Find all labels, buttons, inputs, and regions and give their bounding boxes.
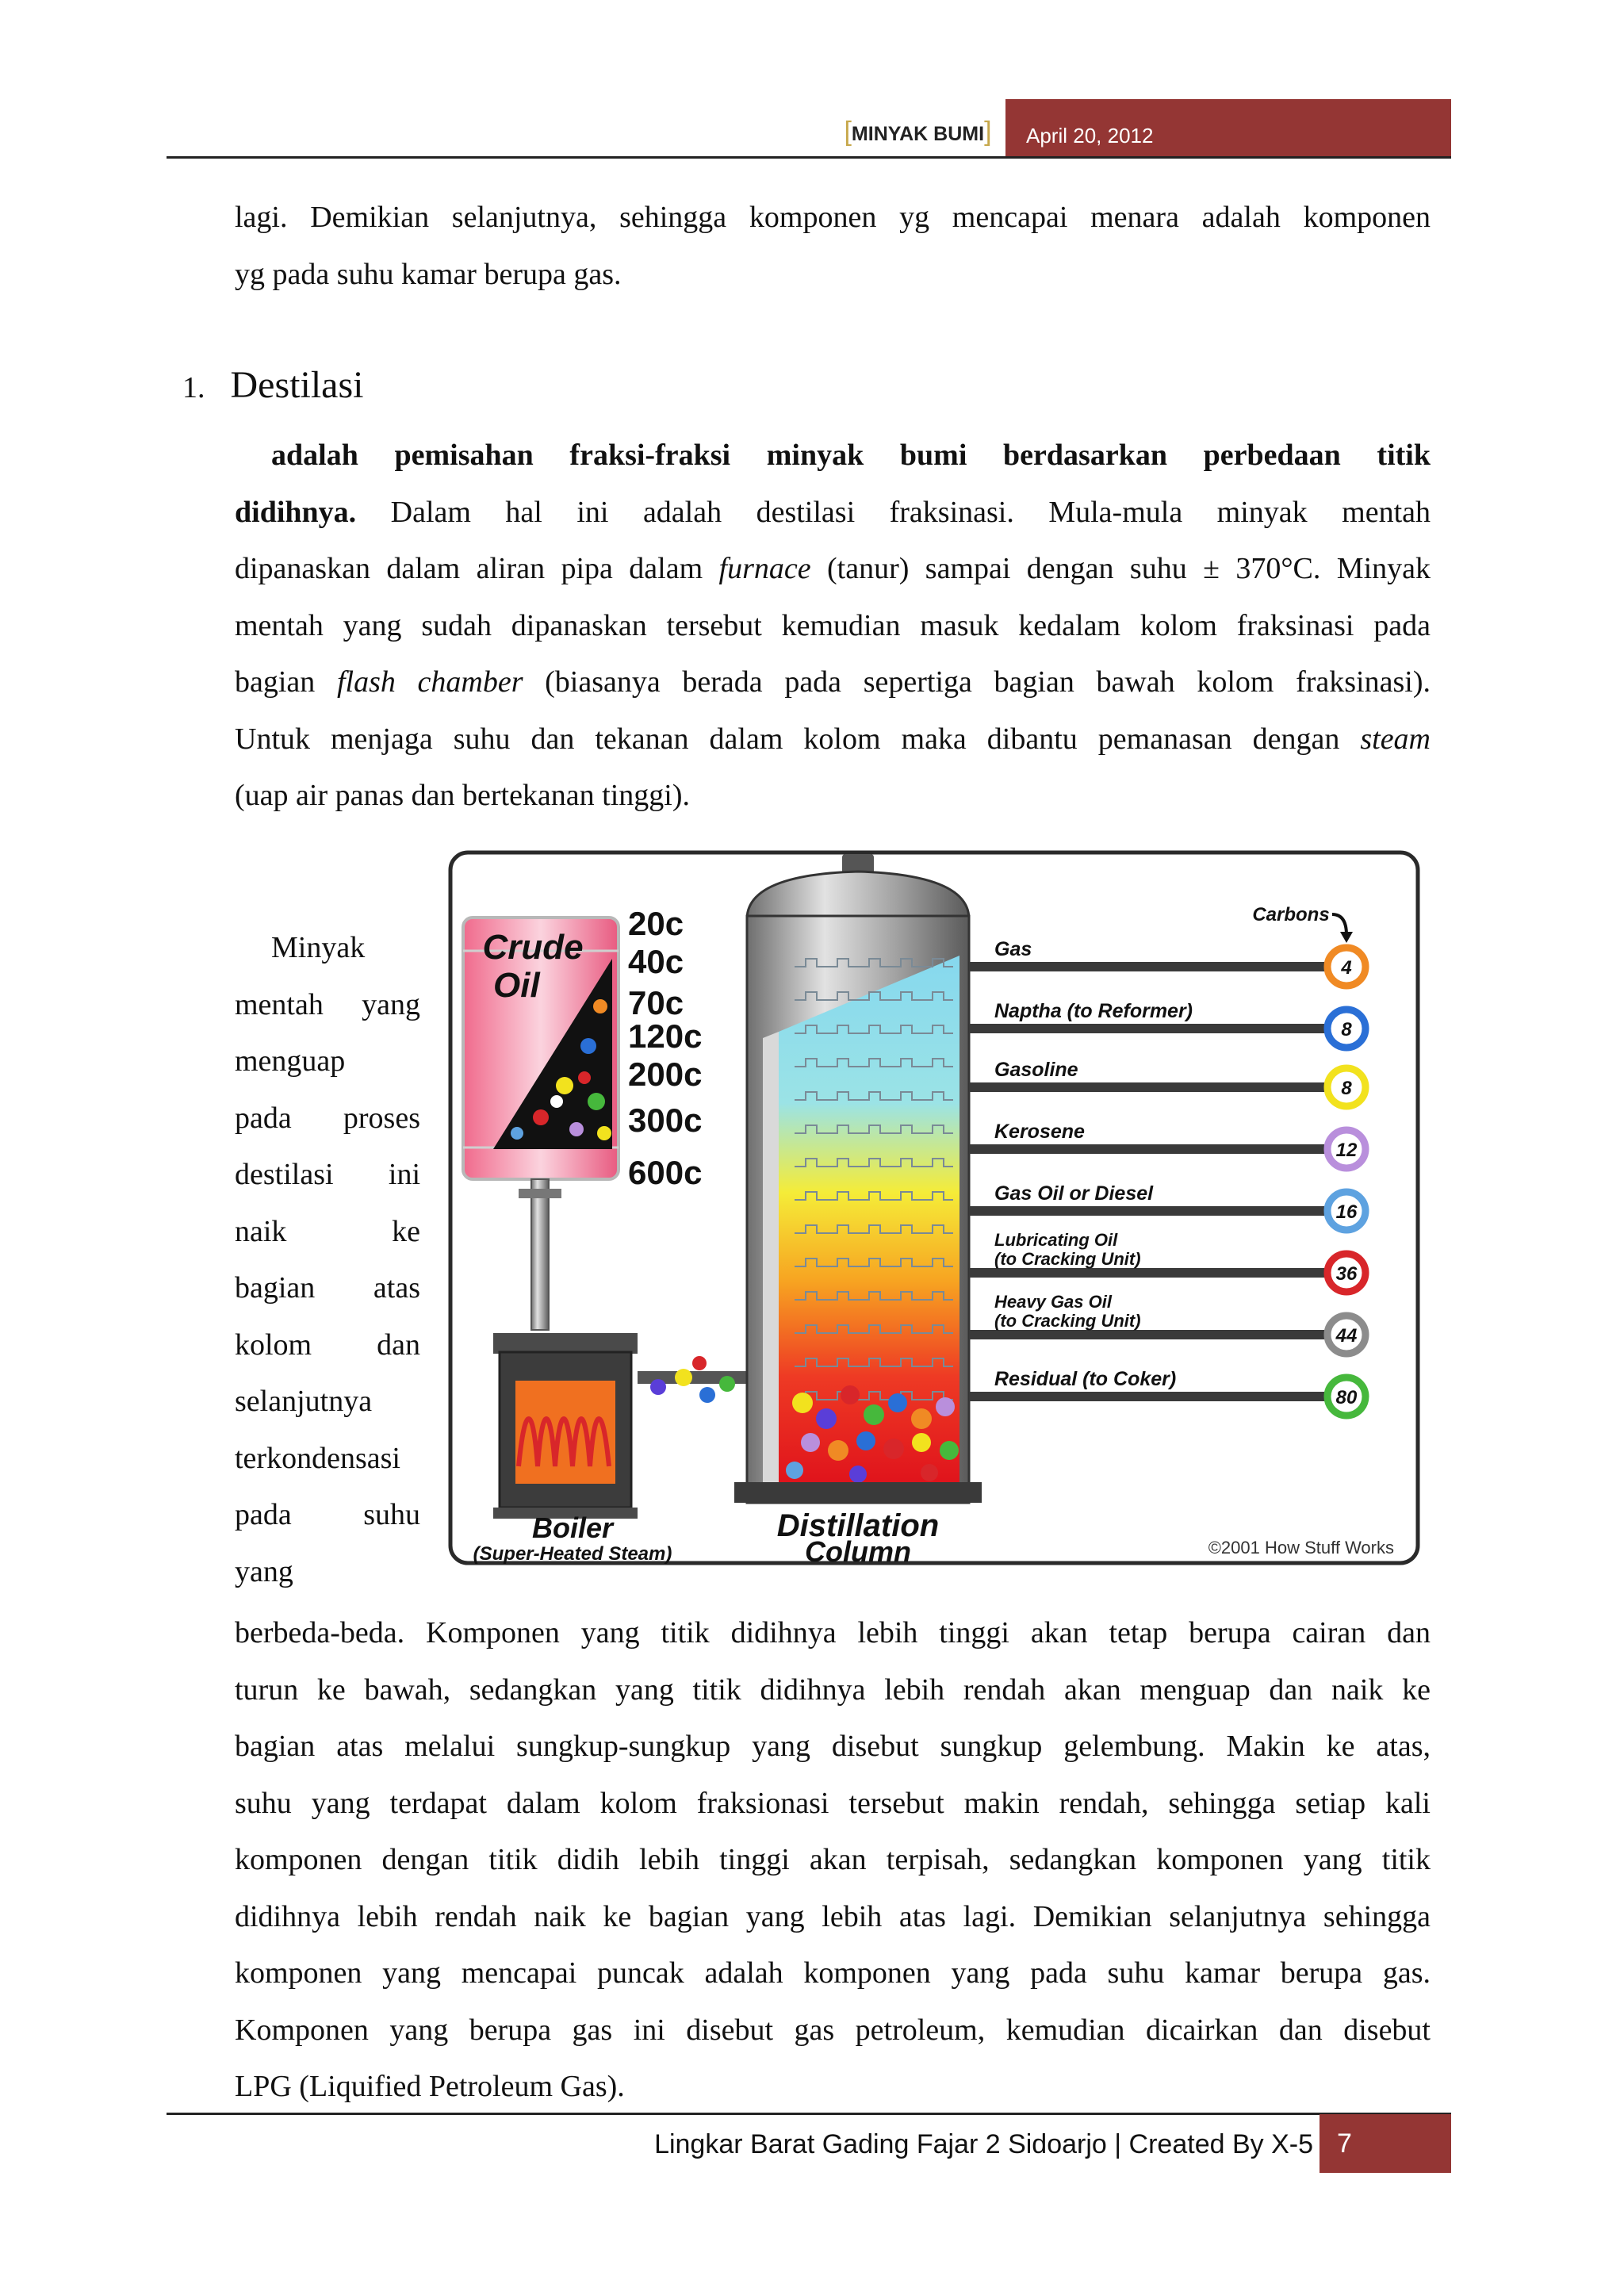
- fraction-label: Residual (to Coker): [994, 1368, 1177, 1390]
- footer-rule: [167, 2113, 1451, 2115]
- carbons-label: Carbons: [1252, 904, 1330, 925]
- side-text-line: naik ke: [235, 1214, 420, 1248]
- para-line: LPG (Liquified Petroleum Gas).: [235, 2070, 625, 2103]
- intro-line: yg pada suhu kamar berupa gas.: [235, 257, 622, 291]
- side-text-column: [235, 920, 420, 1600]
- para-bold: didihnya.: [235, 495, 357, 529]
- fraction-label: Naptha (to Reformer): [994, 1000, 1193, 1022]
- para-text: Dalam hal ini adalah destilasi fraksinasi. Mula-mula minyak mentah: [356, 495, 1431, 529]
- fraction-pipe: [969, 1024, 1326, 1033]
- para-line: didihnya lebih rendah naik ke bagian yang lebih atas lagi. Demikian selanjutnya sehingga: [235, 1899, 1431, 1933]
- fraction-label: Lubricating Oil: [994, 1230, 1118, 1250]
- header-title: [825, 116, 1011, 148]
- fraction-pipe: [969, 962, 1326, 971]
- fraction-pipe: [969, 1268, 1326, 1278]
- figure-credit: ©2001 How Stuff Works: [1208, 1538, 1394, 1557]
- para-text: (tanur) sampai dengan suhu ± 370°C. Minyak: [810, 552, 1431, 585]
- side-text-line: pada suhu: [235, 1498, 420, 1531]
- para-italic: furnace: [718, 552, 811, 585]
- fraction-pipe: [969, 1082, 1326, 1092]
- temperature-label: 40c: [628, 943, 684, 980]
- bracket-left: [: [844, 117, 852, 147]
- fraction-label: Heavy Gas Oil: [994, 1292, 1112, 1312]
- feed-pipe: [531, 1179, 549, 1330]
- intro-paragraph: [235, 190, 1431, 303]
- paragraph-destilasi: [235, 427, 1431, 825]
- temperature-label: 600c: [628, 1154, 703, 1191]
- carbon-count: 8: [1341, 1078, 1352, 1099]
- carbon-count: 16: [1335, 1201, 1358, 1223]
- side-text-line: yang: [235, 1554, 293, 1588]
- fraction-label: Gas Oil or Diesel: [994, 1182, 1154, 1205]
- para-line: komponen yang mencapai puncak adalah komponen yang pada suhu kamar berupa gas.: [235, 1956, 1431, 1990]
- carbon-count: 44: [1335, 1325, 1358, 1347]
- para-line: [235, 541, 1431, 598]
- side-text-line: kolom dan: [235, 1328, 420, 1362]
- fraction-label: Gasoline: [994, 1059, 1078, 1081]
- bracket-right: ]: [984, 117, 992, 147]
- para-italic: flash chamber: [336, 665, 523, 699]
- para-line: (uap air panas dan bertekanan tinggi).: [235, 779, 690, 812]
- column-label: Distillation: [776, 1508, 940, 1543]
- fraction-label: Gas: [994, 938, 1032, 960]
- para-line: [235, 654, 1431, 711]
- section-heading: [182, 363, 363, 407]
- carbon-count: 4: [1341, 957, 1352, 979]
- para-line: suhu yang terdapat dalam kolom fraksionasi tersebut makin rendah, sehingga setiap kali: [235, 1786, 1431, 1820]
- temperature-label: 200c: [628, 1056, 703, 1093]
- header-rule: [167, 156, 1451, 159]
- temperature-label: 20c: [628, 905, 684, 942]
- side-text-line: selanjutnya: [235, 1385, 373, 1418]
- boiler-label: Boiler: [531, 1511, 614, 1544]
- paragraph-continuation: [235, 1605, 1431, 2116]
- temperature-label: 120c: [628, 1017, 703, 1055]
- header-date: April 20, 2012: [1005, 99, 1451, 157]
- crude-oil-tank: [463, 918, 619, 1179]
- fraction-sublabel: (to Cracking Unit): [994, 1249, 1141, 1269]
- distillation-column: [734, 854, 982, 1568]
- para-line: bagian atas melalui sungkup-sungkup yang disebut sungkup gelembung. Makin ke atas,: [235, 1730, 1431, 1763]
- para-line: turun ke bawah, sedangkan yang titik didihnya lebih rendah akan menguap dan naik ke: [235, 1672, 1431, 1707]
- fraction-pipe: [969, 1392, 1326, 1401]
- side-text-line: destilasi ini: [235, 1158, 420, 1191]
- header-title-text: MINYAK BUMI: [851, 123, 985, 145]
- fraction-sublabel: (to Cracking Unit): [994, 1311, 1141, 1331]
- distillation-figure: [446, 848, 1423, 1568]
- crude-oil-label: Oil: [493, 966, 540, 1005]
- intro-line: lagi. Demikian selanjutnya, sehingga komponen yg mencapai menara adalah komponen: [235, 201, 1431, 234]
- temperature-label: 300c: [628, 1102, 703, 1139]
- column-sublabel: Column: [805, 1535, 911, 1568]
- side-text-line: terkondensasi: [235, 1441, 400, 1475]
- para-line: berbeda-beda. Komponen yang titik didihnya lebih tinggi akan tetap berupa cairan dan: [235, 1616, 1431, 1649]
- crude-oil-label: Crude: [482, 928, 584, 967]
- section-number: 1.: [182, 371, 205, 404]
- carbon-count: 12: [1335, 1140, 1358, 1161]
- boiler-sublabel: (Super-Heated Steam): [473, 1543, 672, 1565]
- para-text: (biasanya berada pada sepertiga bagian bawah kolom fraksinasi).: [523, 665, 1431, 699]
- para-text: bagian: [235, 665, 337, 699]
- carbon-count: 36: [1335, 1263, 1358, 1285]
- para-line: komponen dengan titik didih lebih tinggi akan terpisah, sedangkan komponen yang titik: [235, 1843, 1431, 1876]
- side-text-line: mentah yang: [235, 987, 420, 1021]
- para-line: [235, 711, 1431, 768]
- temperature-label: 70c: [628, 984, 684, 1021]
- page-number: 7: [1320, 2114, 1451, 2173]
- fraction-pipe: [969, 1330, 1326, 1339]
- fraction-pipe: [969, 1206, 1326, 1216]
- fraction-pipe: [969, 1144, 1326, 1154]
- para-italic: steam: [1360, 722, 1431, 756]
- side-text-line: bagian atas: [235, 1271, 420, 1305]
- section-title: Destilasi: [230, 364, 364, 406]
- carbon-count: 8: [1341, 1019, 1352, 1040]
- para-line: adalah pemisahan fraksi-fraksi minyak bumi berdasarkan perbedaan titik: [271, 439, 1431, 472]
- side-text-line: Minyak: [271, 931, 366, 964]
- para-line: mentah yang sudah dipanaskan tersebut kemudian masuk kedalam kolom fraksinasi pada: [235, 608, 1431, 642]
- carbon-count: 80: [1335, 1387, 1358, 1408]
- fraction-label: Kerosene: [994, 1121, 1085, 1143]
- para-line: [235, 485, 1431, 542]
- side-text-line: pada proses: [235, 1101, 420, 1135]
- para-line: Komponen yang berupa gas ini disebut gas petroleum, kemudian dicairkan dan disebut: [235, 2013, 1431, 2047]
- para-text: dipanaskan dalam aliran pipa dalam: [235, 552, 719, 585]
- footer-text: Lingkar Barat Gading Fajar 2 Sidoarjo | Created By X-5: [654, 2129, 1313, 2159]
- para-text: Untuk menjaga suhu dan tekanan dalam kolom maka dibantu pemanasan dengan: [235, 722, 1361, 756]
- side-text-line: menguap: [235, 1044, 346, 1078]
